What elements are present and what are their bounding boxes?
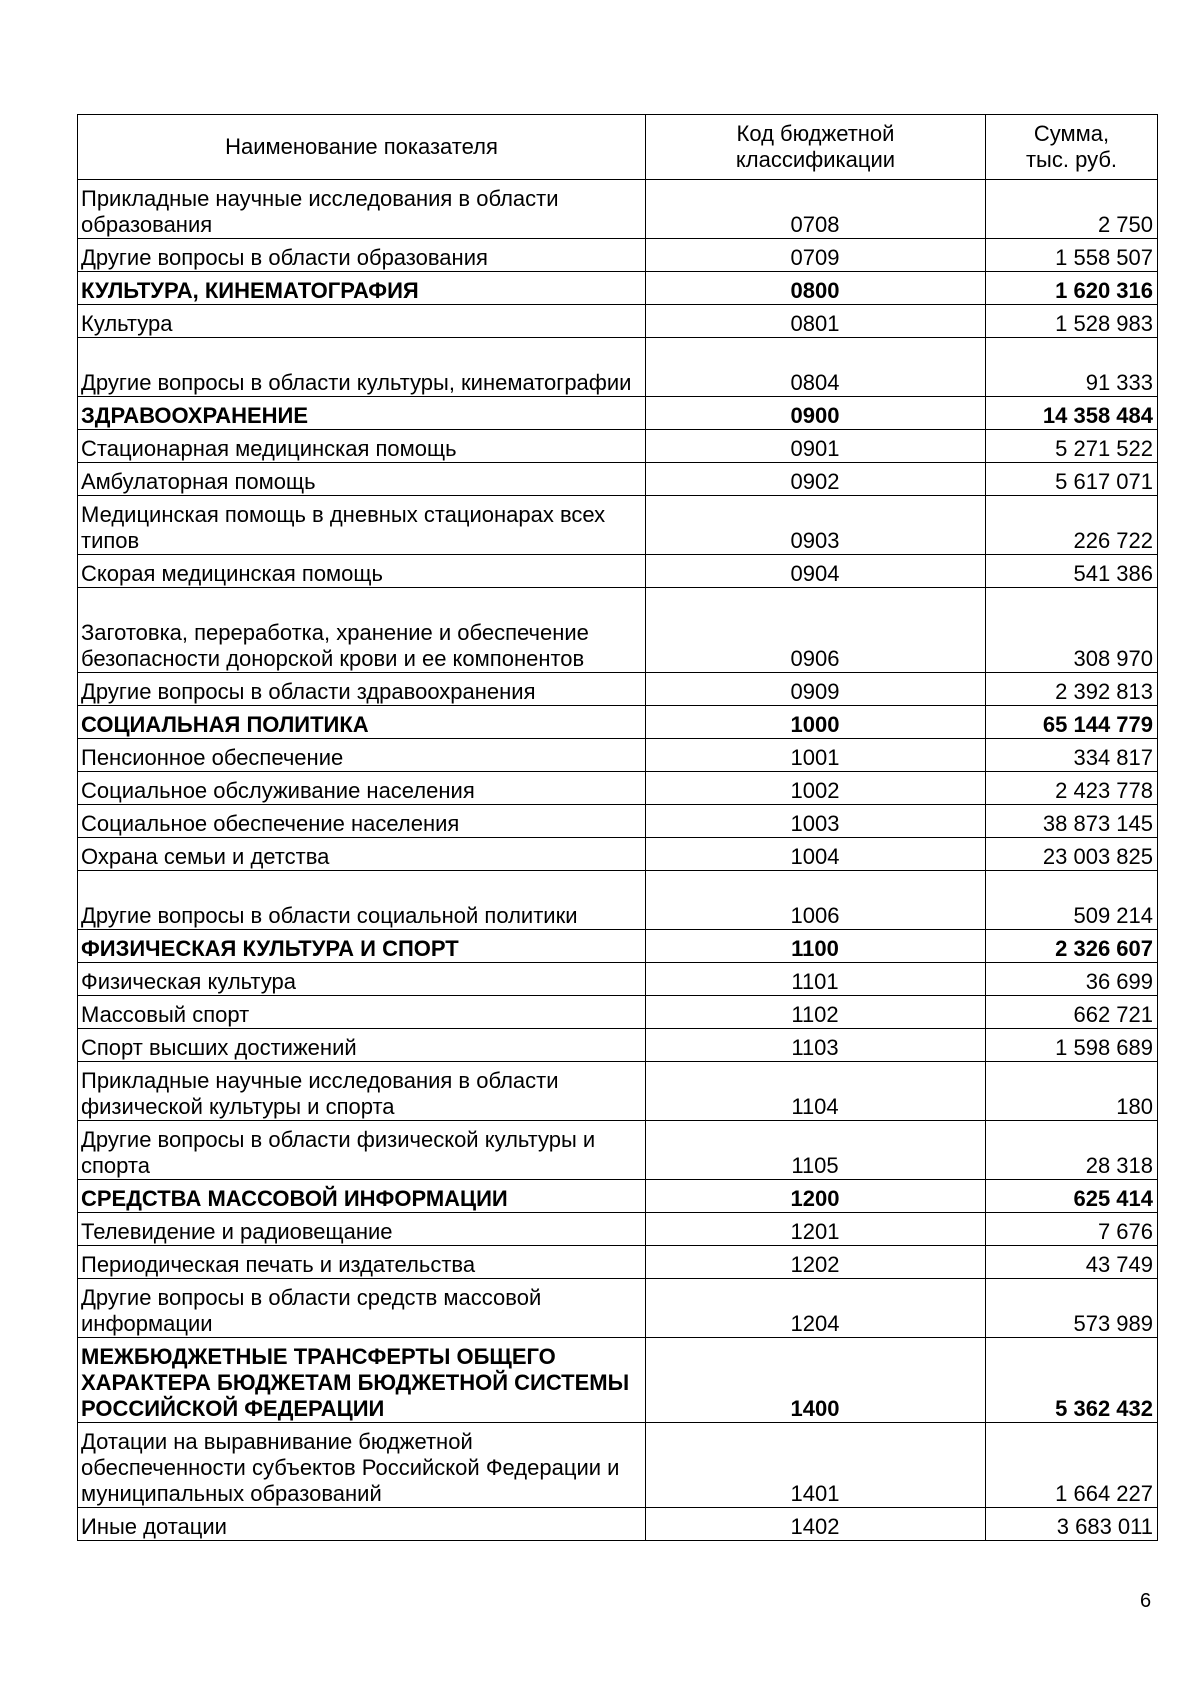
- header-code: [646, 115, 986, 180]
- row-sum-cell: 5 617 071: [986, 463, 1158, 496]
- row-sum-cell: 5 362 432: [986, 1338, 1158, 1423]
- row-name-cell: Дотации на выравнивание бюджетной обеспеченности субъектов Российской Федерации и муниципальных образований: [78, 1423, 646, 1508]
- table-row: [78, 1279, 1158, 1338]
- row-name-cell: Социальное обслуживание населения: [78, 772, 646, 805]
- table-row: [78, 588, 1158, 673]
- row-code-cell: 0800: [646, 272, 986, 305]
- row-name-cell: Другие вопросы в области средств массовой информации: [78, 1279, 646, 1338]
- row-name-cell: Иные дотации: [78, 1508, 646, 1541]
- row-code-cell: 0900: [646, 397, 986, 430]
- row-code-cell: 1003: [646, 805, 986, 838]
- row-code-cell: 0804: [646, 338, 986, 397]
- row-name-cell: Спорт высших достижений: [78, 1029, 646, 1062]
- row-sum-cell: 38 873 145: [986, 805, 1158, 838]
- row-code-cell: 0903: [646, 496, 986, 555]
- row-code-cell: 1104: [646, 1062, 986, 1121]
- row-code-cell: 1202: [646, 1246, 986, 1279]
- row-sum-cell: 625 414: [986, 1180, 1158, 1213]
- row-sum-cell: 14 358 484: [986, 397, 1158, 430]
- table-row: [78, 1029, 1158, 1062]
- row-sum-cell: 23 003 825: [986, 838, 1158, 871]
- row-code-cell: 1204: [646, 1279, 986, 1338]
- row-sum-cell: 28 318: [986, 1121, 1158, 1180]
- table-header-row: [78, 115, 1158, 180]
- table-row: [78, 496, 1158, 555]
- section-row: [78, 272, 1158, 305]
- table-row: [78, 1121, 1158, 1180]
- header-sum: [986, 115, 1158, 180]
- table-body: [78, 180, 1158, 1541]
- row-code-cell: 0906: [646, 588, 986, 673]
- row-code-cell: 1102: [646, 996, 986, 1029]
- row-sum-cell: 3 683 011: [986, 1508, 1158, 1541]
- header-sum-line2: тыс. руб.: [1025, 147, 1118, 172]
- table-row: [78, 673, 1158, 706]
- row-sum-cell: 334 817: [986, 739, 1158, 772]
- row-name-cell: Пенсионное обеспечение: [78, 739, 646, 772]
- row-name-cell: Другие вопросы в области социальной политики: [78, 871, 646, 930]
- row-name-cell: Другие вопросы в области образования: [78, 239, 646, 272]
- row-code-cell: 1100: [646, 930, 986, 963]
- row-code-cell: 0709: [646, 239, 986, 272]
- table-row: [78, 963, 1158, 996]
- row-sum-cell: 91 333: [986, 338, 1158, 397]
- row-name-cell: Другие вопросы в области физической культуры и спорта: [78, 1121, 646, 1180]
- row-code-cell: 0904: [646, 555, 986, 588]
- row-name-cell: Другие вопросы в области культуры, кинематографии: [78, 338, 646, 397]
- row-code-cell: 0708: [646, 180, 986, 239]
- row-name-cell: КУЛЬТУРА, КИНЕМАТОГРАФИЯ: [78, 272, 646, 305]
- row-sum-cell: 1 664 227: [986, 1423, 1158, 1508]
- row-code-cell: 1200: [646, 1180, 986, 1213]
- row-name-cell: Медицинская помощь в дневных стационарах всех типов: [78, 496, 646, 555]
- row-name-cell: Физическая культура: [78, 963, 646, 996]
- table-row: [78, 1423, 1158, 1508]
- budget-table: [77, 114, 1158, 1541]
- row-sum-cell: 308 970: [986, 588, 1158, 673]
- row-name-cell: Амбулаторная помощь: [78, 463, 646, 496]
- row-name-cell: Прикладные научные исследования в области физической культуры и спорта: [78, 1062, 646, 1121]
- row-sum-cell: 509 214: [986, 871, 1158, 930]
- header-sum-line1: Сумма,: [1033, 121, 1110, 146]
- section-row: [78, 1338, 1158, 1423]
- row-name-cell: ЗДРАВООХРАНЕНИЕ: [78, 397, 646, 430]
- row-sum-cell: 1 558 507: [986, 239, 1158, 272]
- row-code-cell: 1101: [646, 963, 986, 996]
- row-sum-cell: 2 326 607: [986, 930, 1158, 963]
- row-sum-cell: 573 989: [986, 1279, 1158, 1338]
- header-name: [78, 115, 646, 180]
- row-name-cell: СОЦИАЛЬНАЯ ПОЛИТИКА: [78, 706, 646, 739]
- row-name-cell: СРЕДСТВА МАССОВОЙ ИНФОРМАЦИИ: [78, 1180, 646, 1213]
- table-row: [78, 739, 1158, 772]
- row-name-cell: Телевидение и радиовещание: [78, 1213, 646, 1246]
- table-row: [78, 772, 1158, 805]
- row-sum-cell: 5 271 522: [986, 430, 1158, 463]
- row-sum-cell: 1 620 316: [986, 272, 1158, 305]
- row-name-cell: Заготовка, переработка, хранение и обеспечение безопасности донорской крови и ее компонентов: [78, 588, 646, 673]
- row-name-cell: Скорая медицинская помощь: [78, 555, 646, 588]
- row-sum-cell: 662 721: [986, 996, 1158, 1029]
- table-row: [78, 1213, 1158, 1246]
- row-code-cell: 0909: [646, 673, 986, 706]
- table-row: [78, 805, 1158, 838]
- table-row: [78, 338, 1158, 397]
- section-row: [78, 706, 1158, 739]
- row-code-cell: 1201: [646, 1213, 986, 1246]
- table-row: [78, 838, 1158, 871]
- table-row: [78, 555, 1158, 588]
- table-row: [78, 1508, 1158, 1541]
- row-name-cell: Культура: [78, 305, 646, 338]
- row-sum-cell: 180: [986, 1062, 1158, 1121]
- row-sum-cell: 2 750: [986, 180, 1158, 239]
- row-sum-cell: 2 392 813: [986, 673, 1158, 706]
- row-sum-cell: 36 699: [986, 963, 1158, 996]
- row-sum-cell: 7 676: [986, 1213, 1158, 1246]
- row-sum-cell: 1 528 983: [986, 305, 1158, 338]
- row-name-cell: Периодическая печать и издательства: [78, 1246, 646, 1279]
- row-code-cell: 1401: [646, 1423, 986, 1508]
- row-code-cell: 1105: [646, 1121, 986, 1180]
- row-name-cell: Прикладные научные исследования в области образования: [78, 180, 646, 239]
- row-code-cell: 1402: [646, 1508, 986, 1541]
- row-sum-cell: 541 386: [986, 555, 1158, 588]
- table-row: [78, 430, 1158, 463]
- table-row: [78, 239, 1158, 272]
- row-code-cell: 1006: [646, 871, 986, 930]
- row-code-cell: 1002: [646, 772, 986, 805]
- row-code-cell: 1004: [646, 838, 986, 871]
- row-code-cell: 0902: [646, 463, 986, 496]
- table-row: [78, 1062, 1158, 1121]
- row-code-cell: 0901: [646, 430, 986, 463]
- header-code-line2: классификации: [735, 147, 896, 172]
- table-row: [78, 305, 1158, 338]
- row-name-cell: ФИЗИЧЕСКАЯ КУЛЬТУРА И СПОРТ: [78, 930, 646, 963]
- section-row: [78, 930, 1158, 963]
- row-sum-cell: 1 598 689: [986, 1029, 1158, 1062]
- header-code-line1: Код бюджетной: [736, 121, 895, 146]
- row-name-cell: Социальное обеспечение населения: [78, 805, 646, 838]
- row-code-cell: 1400: [646, 1338, 986, 1423]
- row-sum-cell: 2 423 778: [986, 772, 1158, 805]
- row-name-cell: Массовый спорт: [78, 996, 646, 1029]
- row-name-cell: Стационарная медицинская помощь: [78, 430, 646, 463]
- table-row: [78, 1246, 1158, 1279]
- table-row: [78, 463, 1158, 496]
- row-code-cell: 1103: [646, 1029, 986, 1062]
- page-number: 6: [1140, 1590, 1152, 1612]
- row-name-cell: МЕЖБЮДЖЕТНЫЕ ТРАНСФЕРТЫ ОБЩЕГО ХАРАКТЕРА БЮДЖЕТАМ БЮДЖЕТНОЙ СИСТЕМЫ РОССИЙСКОЙ ФЕДЕРАЦИИ: [78, 1338, 646, 1423]
- row-sum-cell: 226 722: [986, 496, 1158, 555]
- row-code-cell: 1000: [646, 706, 986, 739]
- table-row: [78, 871, 1158, 930]
- row-sum-cell: 43 749: [986, 1246, 1158, 1279]
- row-code-cell: 0801: [646, 305, 986, 338]
- table-row: [78, 180, 1158, 239]
- row-name-cell: Охрана семьи и детства: [78, 838, 646, 871]
- row-code-cell: 1001: [646, 739, 986, 772]
- row-name-cell: Другие вопросы в области здравоохранения: [78, 673, 646, 706]
- table-row: [78, 996, 1158, 1029]
- header-name-label: Наименование показателя: [225, 134, 498, 159]
- section-row: [78, 1180, 1158, 1213]
- row-sum-cell: 65 144 779: [986, 706, 1158, 739]
- section-row: [78, 397, 1158, 430]
